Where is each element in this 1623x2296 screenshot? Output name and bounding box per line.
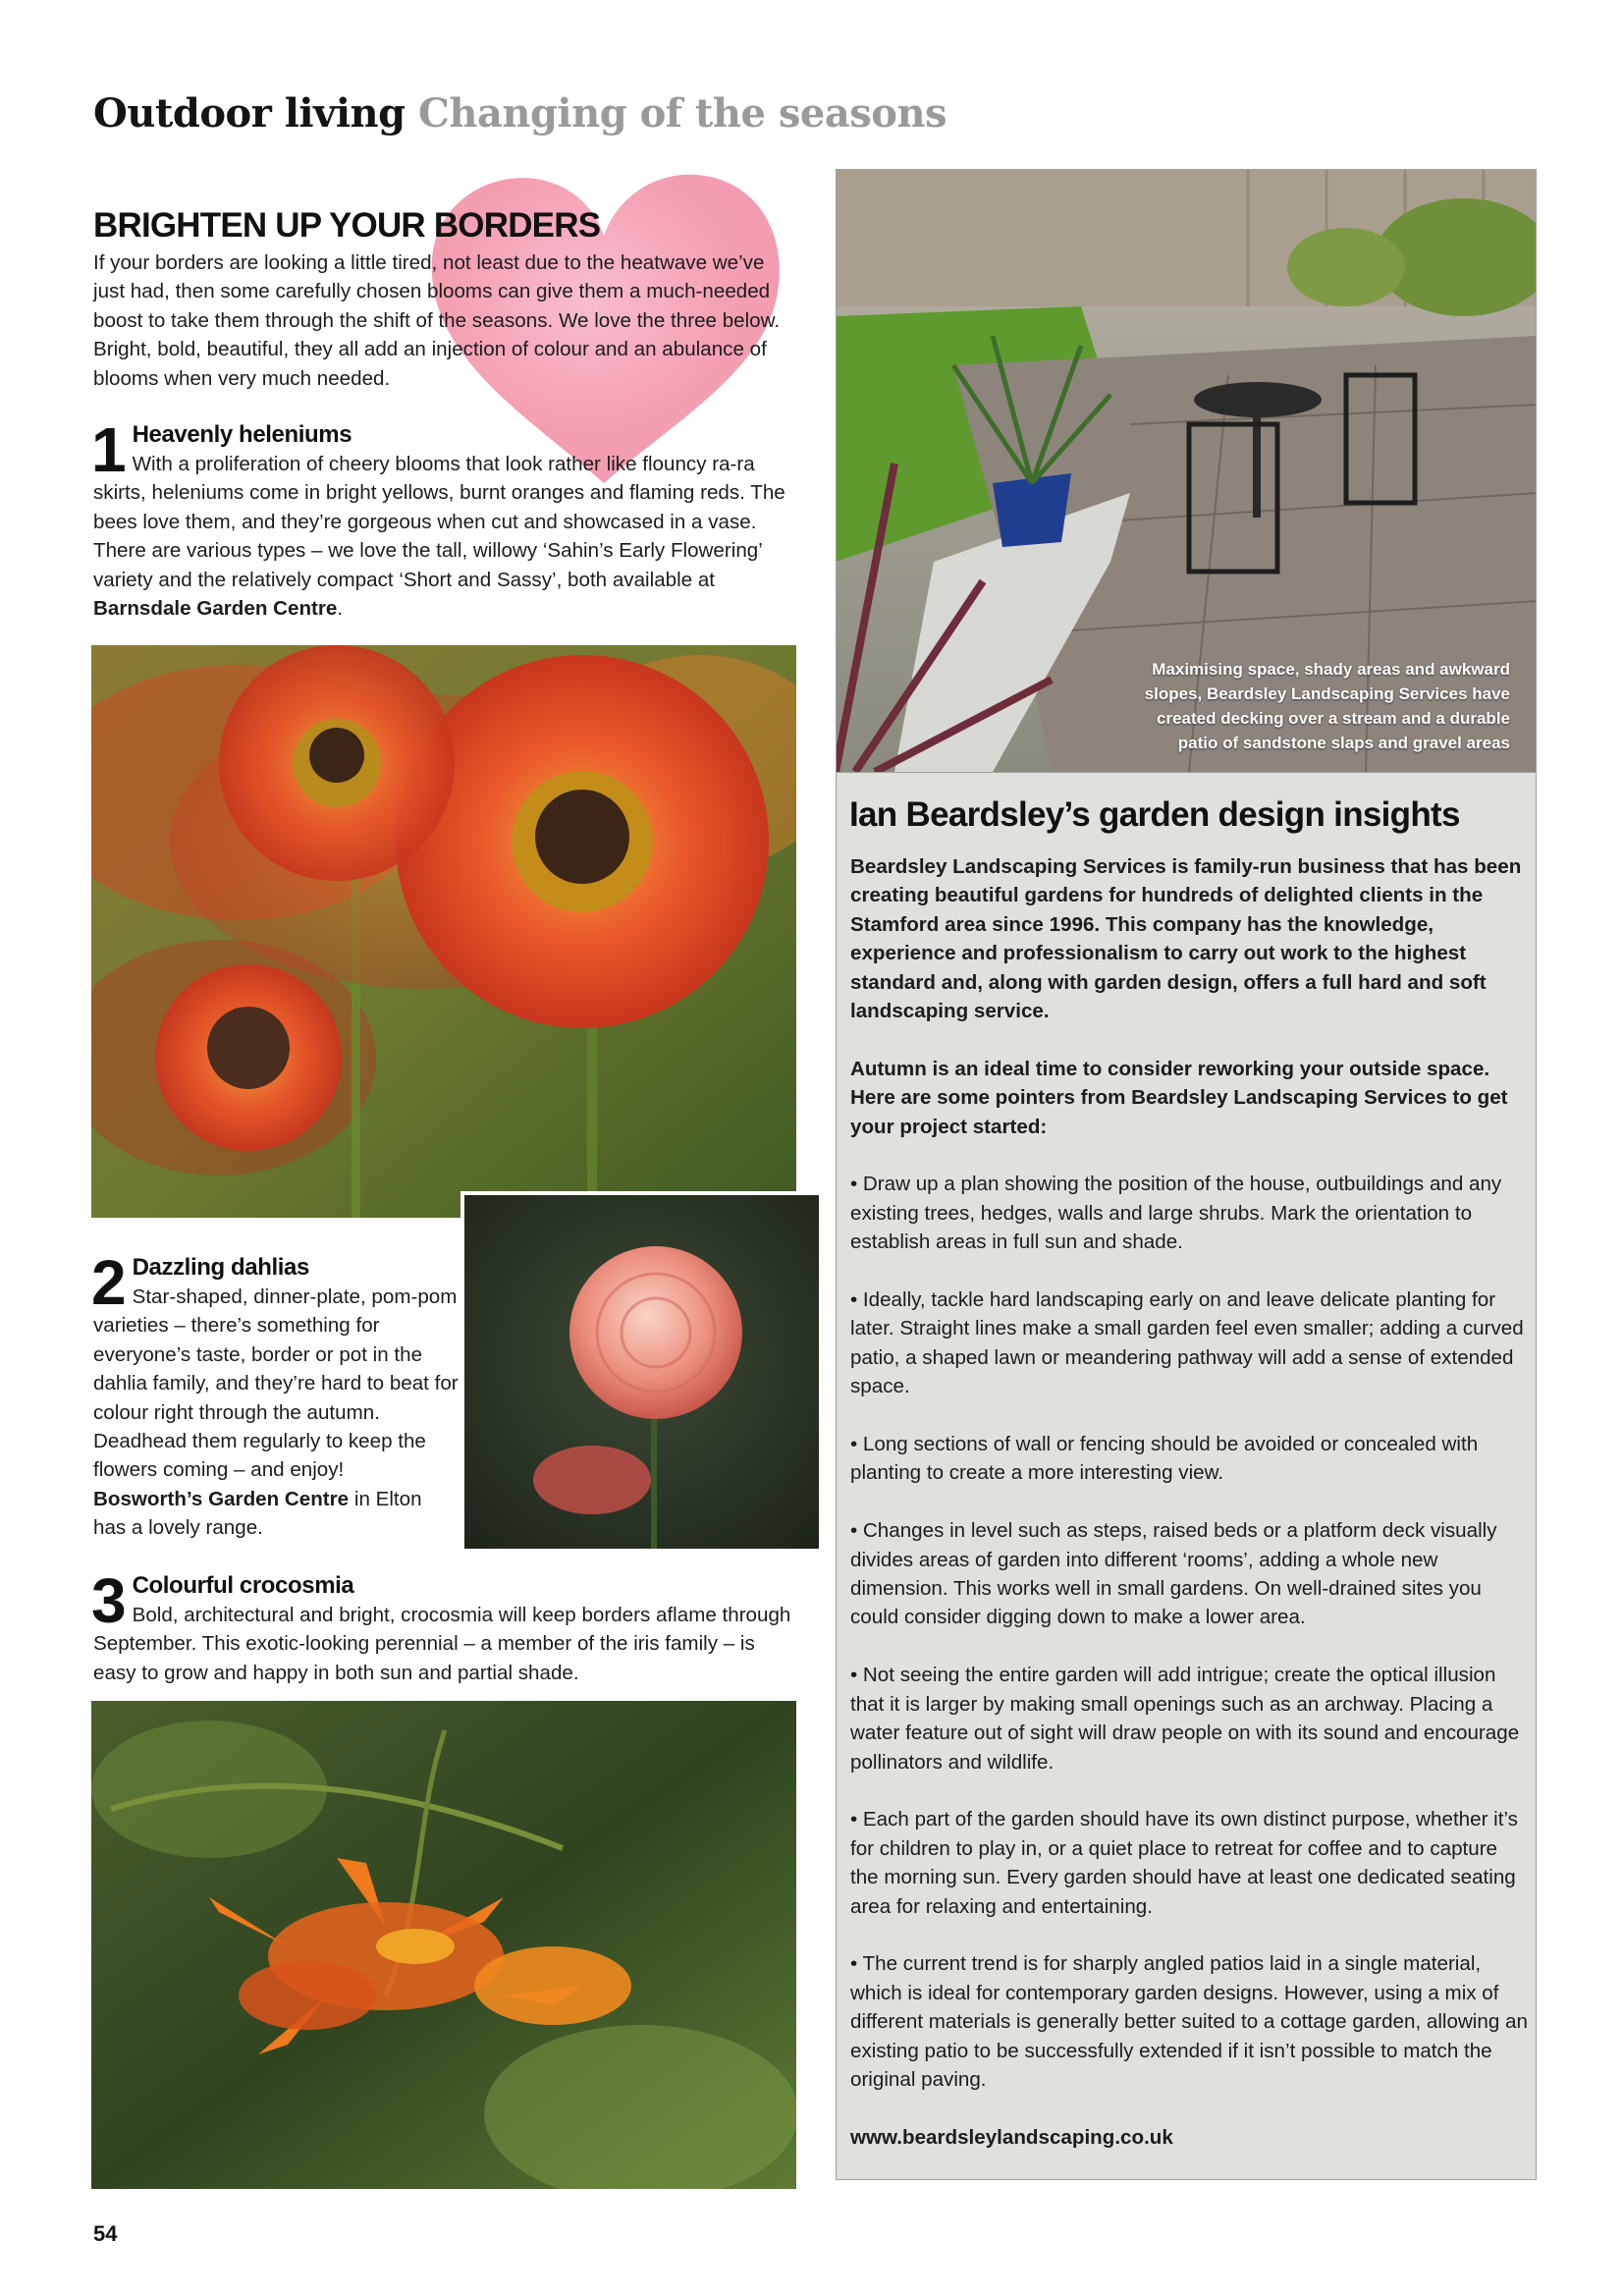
item-text-tail: in Elton has a lovely range. [93,1487,422,1540]
item-title: Dazzling dahlias [132,1254,309,1281]
tip-item: • Long sections of wall or fencing should be avoided or concealed with planting to create a more interesting view. [850,1433,1479,1485]
caption-line: created decking over a stream and a durable [1157,709,1510,728]
stockist-name: Bosworth’s Garden Centre [93,1487,350,1510]
item-text: Bold, architectural and bright, crocosmia will keep borders aflame through September. This exotic-looking perennial – a member of the iris family – is easy to grow and happy in both sun and partial shade. [93,1604,791,1684]
website-link[interactable]: www.beardsleylandscaping.co.uk [850,2125,1173,2149]
crocosmia-photo [91,1701,796,2189]
caption-line: Maximising space, shady areas and awkward [1152,660,1510,679]
item-number: 3 [91,1565,127,1636]
section-subtitle: Changing of the seasons [418,90,947,137]
stockist-name: Barnsdale Garden Centre [93,597,338,621]
item-dahlias [91,1247,459,1543]
page-header [93,90,947,137]
intro-text: If your borders are looking a little tired, not least due to the heatwave we’ve just had, then some carefully chosen blooms can give them a much-needed boost to take them through the shift of the seasons. We love the three below. Bright, bold, beautiful, they all add an injection of colour and an abulance of blooms when very much needed. [93,251,781,390]
item-text-tail: . [337,597,344,621]
tip-item: • The current trend is for sharply angled patios laid in a single material, which is ideal for contemporary garden designs. However, using a mix of different materials is generally better suited to a cottage garden, allowing an existing patio to be successfully extended if it isn’t possible to match the original paving. [850,1952,1528,2091]
tip-item: • Ideally, tackle hard landscaping early on and leave delicate planting for later. Straight lines make a small garden feel even smaller; adding a curved patio, a shaped lawn or meandering pathway will add a sense of extended space. [850,1288,1524,1398]
caption-line: patio of sandstone slaps and gravel areas [1177,734,1510,752]
item-title: Colourful crocosmia [132,1572,354,1599]
helenium-photo [91,645,796,1218]
section-title: Outdoor living [93,90,406,137]
item-number: 1 [91,414,127,485]
sidebar-lead: Beardsley Landscaping Services is family-run business that has been creating beautiful gardens for hundreds of delighted clients in the Stamford area since 1996. This company has the knowledge, experience and professionalism to carry out work to the highest standard and, along with garden design, offers a full hard and soft landscaping service. [850,855,1522,1023]
tip-item: • Draw up a plan showing the position of the house, outbuildings and any existing trees, hedges, walls and large shrubs. Mark the orientation to establish areas in full sun and shade. [850,1173,1502,1254]
garden-photo-frame [836,169,1537,773]
dahlia-photo [460,1191,819,1549]
item-number: 2 [91,1247,127,1318]
sidebar-title: Ian Beardsley’s garden design insights [849,795,1460,834]
tip-item: • Changes in level such as steps, raised beds or a platform deck visually divides areas of garden into different ‘rooms’, adding a whole new dimension. This works well in small gardens. On well-drained sites you could consider digging down to make a lower area. [850,1519,1497,1629]
item-heleniums [91,414,795,623]
item-text: Star-shaped, dinner-plate, pom-pom varieties – there’s something for everyone’s taste, border or pot in the dahlia family, and they’re hard to beat for colour right through the autumn. Deadhead them regularly to keep the flowers coming – and enjoy! [93,1285,459,1482]
item-text: With a proliferation of cheery blooms that look rather like flouncy ra-ra skirts, heleniums come in bright yellows, burnt oranges and flaming reds. The bees love them, and they’re gorgeous when cut and showcased in a vase. There are various types – we love the tall, willowy ‘Sahin’s Early Flowering’ variety and the relatively compact ‘Short and Sassy’, both available at [93,453,785,591]
page-number: 54 [93,2221,118,2246]
sidebar-content [850,852,1528,2181]
item-crocosmia [91,1565,795,1687]
caption-line: slopes, Beardsley Landscaping Services have [1144,684,1510,703]
tip-item: • Each part of the garden should have its own distinct purpose, whether it’s for children to play in, or a quiet place to retreat for coffee and to capture the morning sun. Every garden should have at least one dedicated seating area for relaxing and entertaining. [850,1808,1518,1918]
intro-title: BRIGHTEN UP YOUR BORDERS [93,206,601,245]
tip-item: • Not seeing the entire garden will add intrigue; create the optical illusion that it is larger by making small openings such as an archway. Placing a water feature out of sight will draw people on with its sound and encourage pollinators and wildlife. [850,1664,1520,1774]
item-title: Heavenly heleniums [132,421,352,448]
sidebar-intro: Autumn is an ideal time to consider reworking your outside space. Here are some pointers from Beardsley Landscaping Services to get your project started: [850,1057,1508,1138]
